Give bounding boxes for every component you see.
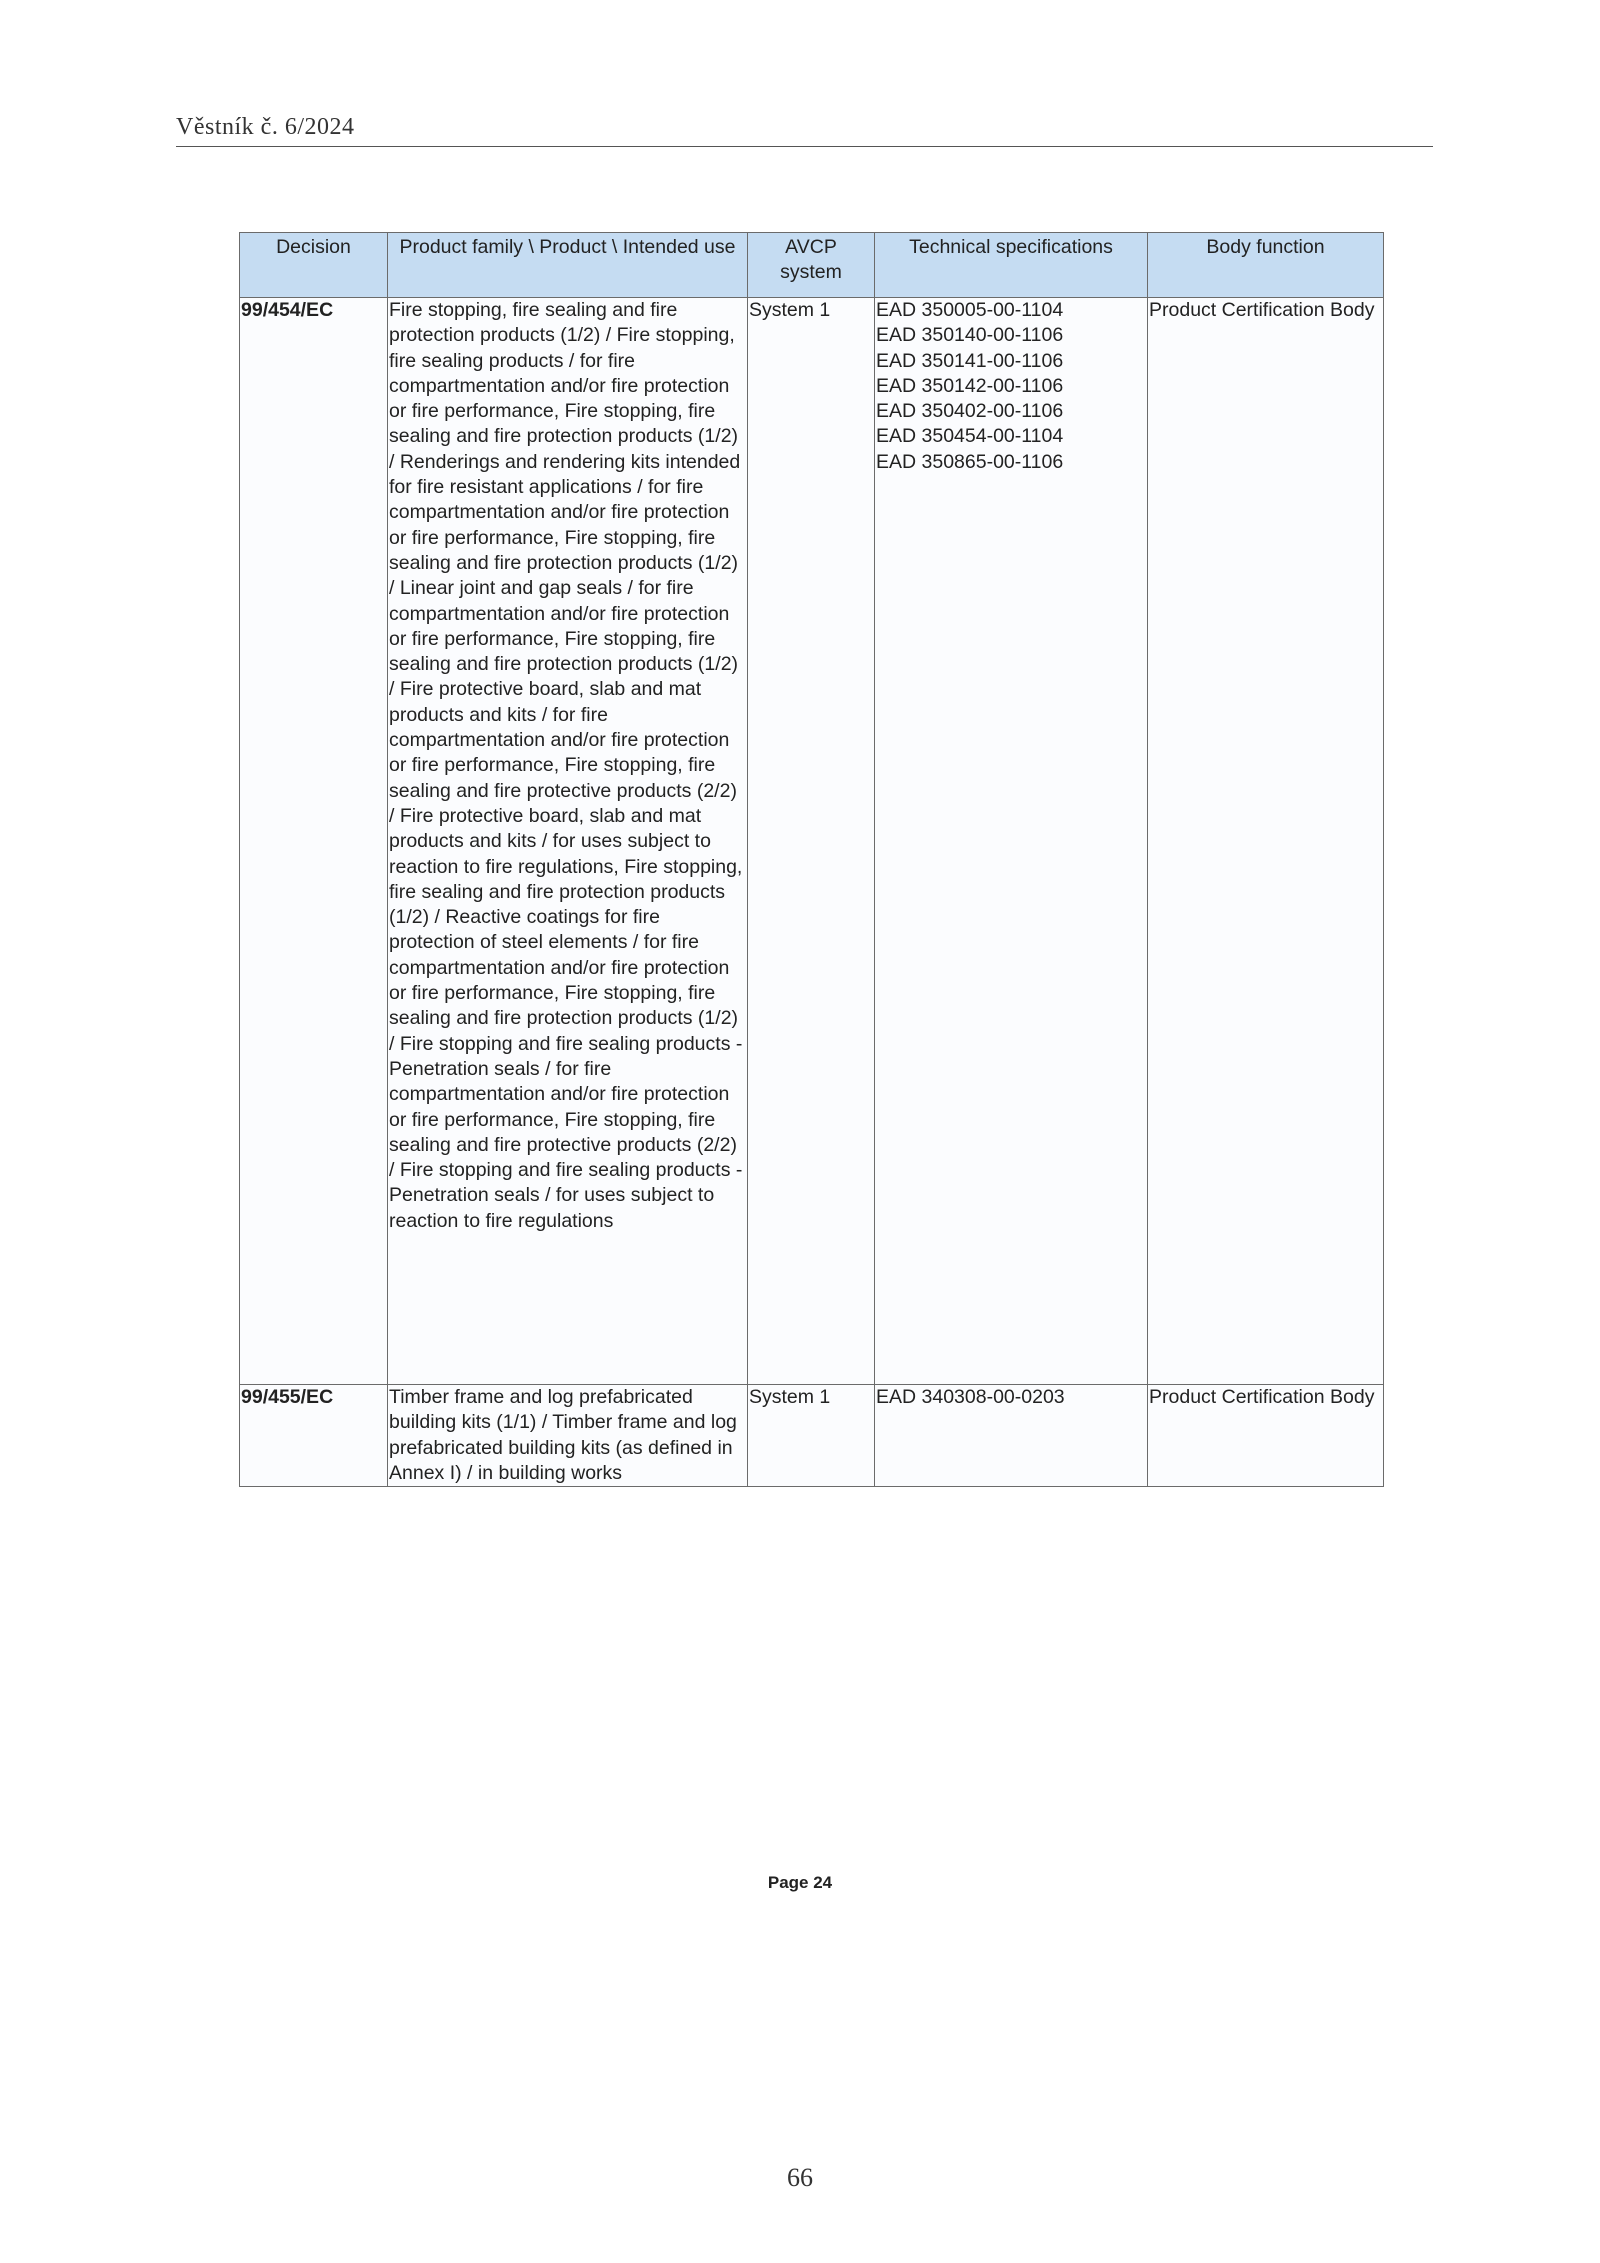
body-function-cell: Product Certification Body bbox=[1148, 1385, 1384, 1487]
column-header-body-function: Body function bbox=[1148, 233, 1384, 298]
page-number: 66 bbox=[787, 2163, 813, 2192]
product-cell: Timber frame and log prefabricated building kits (1/1) / Timber frame and log prefabricated building kits (as defined in Annex I) / in building works bbox=[388, 1385, 748, 1487]
tech-spec-item: EAD 350865-00-1106 bbox=[876, 450, 1064, 473]
journal-title: Věstník č. 6/2024 bbox=[176, 114, 355, 140]
tech-spec-item: EAD 340308-00-0203 bbox=[876, 1386, 1065, 1408]
column-header-tech-specs: Technical specifications bbox=[875, 233, 1148, 298]
page-label: Page 24 bbox=[767, 1873, 833, 1892]
avcp-cell: System 1 bbox=[748, 1385, 875, 1487]
tech-spec-item: EAD 350402-00-1106 bbox=[876, 400, 1064, 423]
column-header-product: Product family \ Product \ Intended use bbox=[388, 233, 748, 298]
column-header-avcp: AVCP system bbox=[748, 233, 875, 298]
table-row bbox=[240, 1385, 1384, 1487]
tech-spec-item: EAD 350142-00-1106 bbox=[876, 374, 1064, 397]
tech-spec-item: EAD 350140-00-1106 bbox=[876, 324, 1064, 347]
avcp-cell: System 1 bbox=[748, 298, 875, 1385]
column-header-decision: Decision bbox=[240, 233, 388, 298]
tech-specs-cell bbox=[875, 298, 1148, 1385]
product-cell: Fire stopping, fire sealing and fire protection products (1/2) / Fire stopping, fire sealing products / for fire compartmentation and/or fire protection or fire performance, Fire stopping, fire sealing and fire protection products (1/2) / Renderings and rendering kits intended for fire resistant applications / for fire compartmentation and/or fire protection or fire performance, Fire stopping, fire sealing and fire protection products (1/2) / Linear joint and gap seals / for fire compartmentation and/or fire protection or fire performance, Fire stopping, fire sealing and fire protection products (1/2) / Fire protective board, slab and mat products and kits / for fire compartmentation and/or fire protection or fire performance, Fire stopping, fire sealing and fire protective products (2/2) / Fire protective board, slab and mat products and kits / for uses subject to reaction to fire regulations, Fire stopping, fire sealing and fire protection products (1/2) / Reactive coatings for fire protection of steel elements / for fire compartmentation and/or fire protection or fire performance, Fire stopping, fire sealing and fire protection products (1/2) / Fire stopping and fire sealing products - Penetration seals / for fire compartmentation and/or fire protection or fire performance, Fire stopping, fire sealing and fire protective products (2/2) / Fire stopping and fire sealing products - Penetration seals / for uses subject to reaction to fire regulations bbox=[388, 298, 748, 1385]
body-function-cell: Product Certification Body bbox=[1148, 298, 1384, 1385]
tech-specs-cell bbox=[875, 1385, 1148, 1487]
decision-cell: 99/455/EC bbox=[240, 1385, 388, 1487]
decision-cell: 99/454/EC bbox=[240, 298, 388, 1385]
page-header bbox=[176, 112, 1433, 147]
tech-spec-item: EAD 350005-00-1104 bbox=[876, 299, 1064, 321]
table-header-row bbox=[240, 233, 1384, 298]
tech-spec-item: EAD 350141-00-1106 bbox=[876, 349, 1064, 372]
table-row bbox=[240, 298, 1384, 1385]
decisions-table bbox=[239, 232, 1384, 1487]
tech-spec-item: EAD 350454-00-1104 bbox=[876, 425, 1064, 448]
